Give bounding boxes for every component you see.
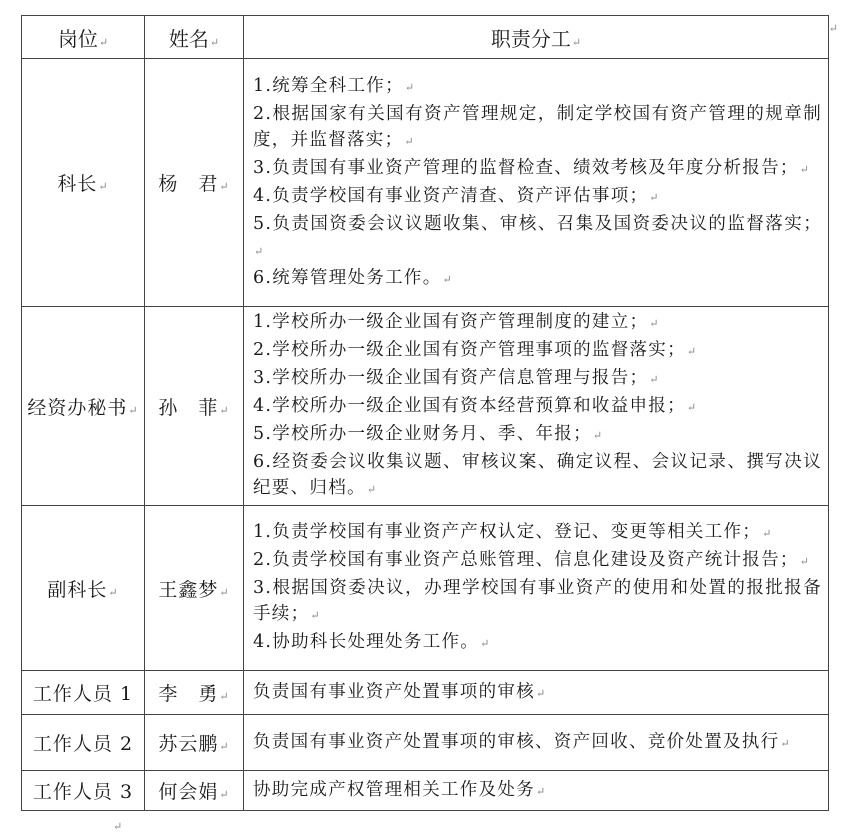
name-cell: 苏云鹏↵ <box>145 715 244 771</box>
duty-item: 1.负责学校国有事业资产产权认定、登记、变更等相关工作；↵ <box>253 522 773 542</box>
duty-item: 负责国有事业资产处置事项的审核↵ <box>253 681 547 702</box>
duty-item: 负责国有事业资产处置事项的审核、资产回收、竞价处置及执行↵ <box>253 731 791 752</box>
duty-item: 3.负责国有事业资产管理的监督检查、绩效考核及年度分析报告；↵ <box>253 157 811 178</box>
duty-item: 4.学校所办一级企业国有资本经营预算和收益申报；↵ <box>253 396 698 416</box>
position-cell: 工作人员 2 <box>22 715 145 771</box>
paragraph-mark: ↵ <box>113 820 123 833</box>
duty-item: 2.根据国家有关国有资产管理规定，制定学校国有资产管理的规章制度，并监督落实；↵ <box>253 103 822 150</box>
table-row <box>22 506 829 671</box>
table-row <box>22 307 829 506</box>
header-duty: 职责分工↵ <box>244 16 829 59</box>
table-row <box>22 59 829 307</box>
duty-item: 2.学校所办一级企业国有资产管理事项的监督落实；↵ <box>253 340 698 360</box>
duty-item: 5.负责国资委会议议题收集、审核、召集及国资委决议的监督落实；↵ <box>253 213 822 258</box>
position-cell: 工作人员 3 <box>22 771 145 811</box>
duty-item: 2.负责学校国有事业资产总账管理、信息化建设及资产统计报告；↵ <box>253 550 811 570</box>
duty-item: 6.经资委会议收集议题、审核议案、确定议程、会议记录、撰写决议纪要、归档。↵ <box>253 452 822 498</box>
position-cell: 工作人员 1 <box>22 671 145 715</box>
header-position: 岗位↵ <box>22 16 145 59</box>
position-cell: 科长↵ <box>22 59 145 307</box>
duty-item: 4.协助科长处理处务工作。↵ <box>253 632 491 652</box>
duty-table <box>21 15 829 811</box>
header-name: 姓名↵ <box>145 16 244 59</box>
name-cell: 何会娟↵ <box>145 771 244 811</box>
duty-item: 协助完成产权管理相关工作及处务↵ <box>253 779 547 800</box>
duty-cell <box>244 506 829 671</box>
duty-item: 1.学校所办一级企业国有资产管理制度的建立；↵ <box>253 312 660 332</box>
table-row <box>22 771 829 811</box>
table-header-row <box>22 16 829 59</box>
table-row <box>22 715 829 771</box>
name-cell: 李 勇↵ <box>145 671 244 715</box>
duty-cell <box>244 715 829 771</box>
row-end-mark: ↵ <box>828 22 838 35</box>
duty-cell <box>244 59 829 307</box>
name-cell: 杨 君↵ <box>145 59 244 307</box>
name-cell: 孙 菲↵ <box>145 307 244 506</box>
position-cell: 经资办秘书↵ <box>22 307 145 506</box>
duty-item: 6.统筹管理处务工作。↵ <box>253 267 454 288</box>
duty-item: 3.根据国资委决议，办理学校国有事业资产的使用和处置的报批报备手续；↵ <box>253 578 822 624</box>
duty-cell <box>244 771 829 811</box>
name-cell: 王鑫梦↵ <box>145 506 244 671</box>
table-row <box>22 671 829 715</box>
duty-item: 4.负责学校国有事业资产清查、资产评估事项；↵ <box>253 185 660 206</box>
duty-item: 3.学校所办一级企业国有资产信息管理与报告；↵ <box>253 368 660 388</box>
duty-cell <box>244 307 829 506</box>
duty-item: 1.统筹全科工作；↵ <box>253 75 416 96</box>
duty-item: 5.学校所办一级企业财务月、季、年报；↵ <box>253 424 604 444</box>
duty-cell <box>244 671 829 715</box>
position-cell: 副科长↵ <box>22 506 145 671</box>
